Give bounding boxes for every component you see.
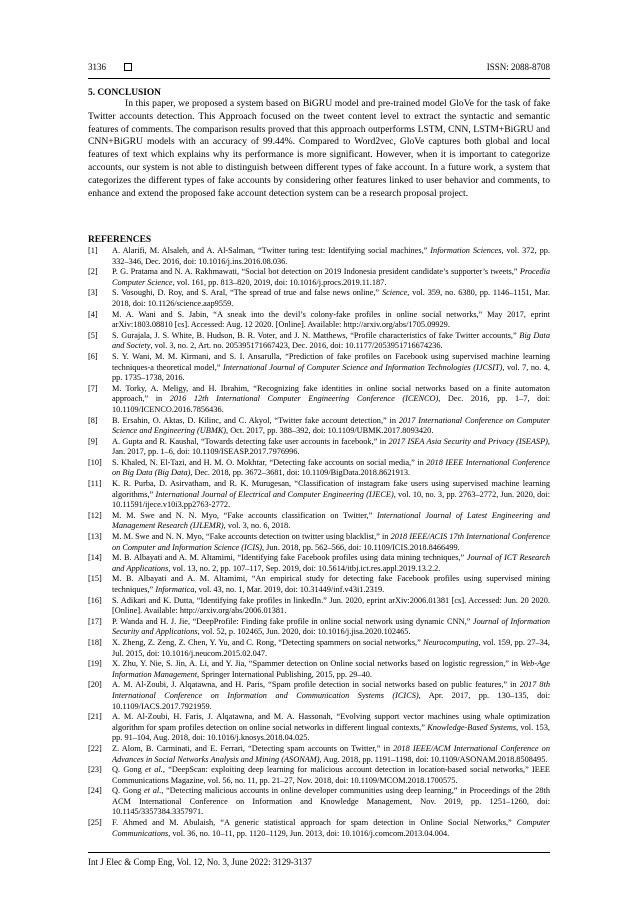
reference-item [88,553,550,574]
reference-text: M. B. Albayati and A. M. Altamimi, “Identifying fake Facebook profiles using data mining techniques,” [112,553,467,563]
reference-text: M. M. Swe and N. N. Myo, “Fake accounts detection on twitter using blacklist,” in [112,532,391,542]
reference-item [88,310,550,331]
reference-details: , vol. 43, no. 1, Mar. 2019, doi: 10.31449/inf.v43i1.2319. [194,585,385,594]
header-rule [88,78,550,79]
reference-item [88,331,550,352]
reference-number: [10] [88,457,102,467]
reference-details: , Dec. 2016, pp. 1–7, doi: 10.1109/ICENCO.2016.7856436. [112,394,551,414]
reference-text: S. Khaled, N. El-Tazi, and H. M. O. Mokhtar, “Detecting fake accounts on social media,” in [112,457,427,467]
reference-venue: Neurocomputing [423,637,479,647]
reference-details: , vol. 3, no. 2, Art. no. 205395171667423, Dec. 2016, doi: 10.1177/2053951716674236. [150,341,443,351]
reference-text: S. Y. Wani, M. M. Kirmani, and S. I. Ansarulla, “Prediction of fake profiles on Facebook using supervised machine learning techniques-a theoretical model,” [112,351,550,372]
reference-item [88,596,550,617]
reference-number: [24] [88,786,102,796]
reference-item [88,384,550,416]
reference-text: M. Torky, A. Meligy, and H. Ibrahim, “Recognizing fake identities in online social networks based on a finite automaton approach,” in [112,383,550,404]
reference-venue: Science [381,288,408,298]
reference-venue: Big Data and Society [112,330,550,351]
reference-details: , vol. 161, pp. 813–820, 2019, doi: 10.1016/j.procs.2019.11.187. [172,277,387,287]
references-heading: REFERENCES [88,235,152,245]
reference-item [88,458,550,479]
reference-text: S. Adikari and K. Dutta, “Identifying fake profiles in linkedIn.” Jun. 2020, eprint arXiv:2006.01381 [cs]. Accessed: Jun. 20 2020. [Online]. Available: http://arxiv.org/abs/2006.01381. [112,595,550,616]
reference-number: [20] [88,680,102,690]
reference-item [88,574,550,595]
reference-venue: International Journal of Computer Science and Information Technologies (IJCSIT) [223,362,503,372]
reference-venue: et al. [144,786,162,796]
reference-venue: Journal of Information Security and Applications [112,616,551,637]
reference-text: A. M. Al-Zoubi, J. Alqatawna, and H. Paris, “Spam profile detection in social networks based on public features,” in [112,680,520,690]
reference-venue: et al. [145,765,163,775]
reference-details: , vol. 52, p. 102465, Jun. 2020, doi: 10.1016/j.jisa.2020.102465. [197,627,411,637]
reference-number: [11] [88,479,102,489]
reference-venue: Computer Communications [112,818,550,838]
reference-item [88,818,550,839]
reference-item [88,786,550,818]
reference-details: , vol. 359, no. 6380, pp. 1146–1151, Mar. 2018, doi: 10.1126/science.aap9559. [112,288,550,308]
reference-details: , Springer International Publishing, 2015, pp. 29–40. [197,669,372,679]
reference-text: M. M. Swe and N. N. Myo, “Fake accounts classification on Twitter,” [112,510,377,520]
reference-details: , vol. 153, pp. 91–104, Aug. 2018, doi: 10.1016/j.knosys.2018.04.025. [112,722,550,743]
reference-details: , Aug. 2018, pp. 1191–1198, doi: 10.1109/ASONAM.2018.8508495. [319,754,548,764]
reference-details: , vol. 10, no. 3, pp. 2763–2772, Jun. 2020, doi: 10.11591/ijece.v10i3.pp2763-2772. [112,489,551,510]
reference-item [88,617,550,638]
reference-number: [16] [88,595,102,605]
reference-item [88,352,550,384]
reference-text: B. Ersahin, O. Aktas, D. Kilinc, and C. Akyol, “Twitter fake account detection,” in [112,415,399,425]
reference-text: A. Gupta and R. Kaushal, “Towards detecting fake user accounts in facebook,” in [112,436,389,446]
conclusion-heading: 5. CONCLUSION [88,88,161,98]
reference-text: Q. Gong [112,765,146,775]
reference-item [88,638,550,659]
reference-venue: Knowledge-Based Systems [427,722,517,732]
reference-venue: 2018 IEEE/ACM International Conference on Advances in Social Networks Analysis and Mining (ASONAM) [112,743,550,764]
reference-number: [14] [88,553,102,563]
reference-number: [13] [88,532,102,542]
reference-number: [25] [88,818,102,828]
reference-details: , Jan. 2017, pp. 1–6, doi: 10.1109/ISEASP.2017.7976996. [112,436,550,457]
reference-item [88,765,550,786]
reference-number: [8] [88,415,98,425]
reference-venue: International Journal of Latest Engineering and Management Research (IJLEMR) [112,510,551,531]
reference-number: [17] [88,616,102,626]
reference-text: A. M. Al-Zoubi, H. Faris, J. Alqatawna, and M. A. Hassonah, “Evolving support vector machines using whale optimization algorithm for spam profiles detection on online social networks in different lingual contexts,” [112,712,550,732]
checkbox-square-icon [124,63,132,71]
reference-venue: 2017 International Conference on Computer Science and Engineering (UBMK) [112,415,550,436]
reference-item [88,532,550,553]
reference-number: [5] [88,330,98,340]
reference-details: , vol. 159, pp. 27–34, Jul. 2015, doi: 10.1016/j.neucom.2015.02.047. [112,637,550,658]
reference-text: A. Alarifi, M. Alsaleh, and A. Al-Salman, “Twitter turing test: Identifying social machines,” [112,246,431,255]
reference-details: , vol. 36, no. 10–11, pp. 1120–1129, Jun. 2013, doi: 10.1016/j.comcom.2013.04.004. [168,828,450,838]
references-list [88,246,550,839]
reference-details: , Oct. 2017, pp. 388–392, doi: 10.1109/UBMK.2017.8093420. [226,426,434,436]
reference-venue: 2018 IEEE International Conference on Big Data (Big Data) [112,457,551,478]
reference-venue: 2017 8th International Conference on Information and Communication Systems (ICICS) [112,680,550,700]
reference-item [88,246,550,267]
reference-number: [6] [88,351,98,361]
reference-details: , Apr. 2017, pp. 130–135, doi: 10.1109/IACS.2017.7921959. [112,690,550,711]
reference-details: , vol. 7, no. 4, pp. 1735–1738, 2016. [112,362,550,383]
reference-venue: 2018 IEEE/ACIS 17th International Conference on Computer and Information Science (ICIS) [112,532,550,552]
reference-item [88,288,550,309]
reference-text: F. Ahmed and M. Abulaish, “A generic statistical approach for spam detection in Online Social Networks,” [112,818,517,828]
reference-number: [9] [88,436,98,446]
reference-number: [1] [88,246,98,255]
reference-item [88,659,550,680]
running-footer: Int J Elec & Comp Eng, Vol. 12, No. 3, June 2022: 3129-3137 [88,857,312,867]
reference-venue: International Journal of Electrical and Computer Engineering (IJECE) [155,489,394,499]
reference-text: K. R. Purba, D. Asirvatham, and R. K. Murugesan, “Classification of instagram fake users using supervised machine learning algorithms,” [112,479,550,499]
reference-venue: Procedia Computer Science [112,267,550,287]
reference-venue: Information Sciences [430,246,502,255]
reference-details: , “DeepScan: exploiting deep learning for malicious account detection in location-based social networks,” IEEE Communications Magazine, vol. 56, no. 11, pp. 21–27, Nov. 2018, doi: 10.1109/MCOM.2018.1700575. [112,765,551,785]
reference-item [88,416,550,437]
reference-details: , vol. 372, pp. 332–346, Dec. 2016, doi: 10.1016/j.ins.2016.08.036. [112,246,550,266]
reference-number: [19] [88,659,102,669]
reference-number: [2] [88,267,98,277]
reference-text: Z. Alom, B. Carminati, and E. Ferrari, “Detecting spam accounts on Twitter,” in [112,743,394,753]
conclusion-paragraph: In this paper, we proposed a system based on BiGRU model and pre-trained model GloVe for the task of fake Twitter accounts detection. This Approach focused on the tweet content level to extract the syntactic and semantic features of comments. The comparison results proved that this approach outperforms LSTM, CNN, LSTM+BiGRU and CNN+BiGRU models with an accuracy of 99.44%. Compared to Word2vec, GloVe captures both global and local features of text which explains why its performance is more significant. However, when it is important to categorize accounts, our system is not able to distinguish between different types of fake account. In a future work, a system that categorizes the different types of fake accounts by considering other features linked to user behavior and comments, to enhance and extend the proposed fake account detection system can be a research proposal project. [88,98,550,199]
reference-number: [4] [88,309,98,319]
reference-item [88,744,550,765]
reference-number: [7] [88,383,98,393]
reference-number: [3] [88,288,98,298]
reference-text: S. Vosoughi, D. Roy, and S. Aral, “The spread of true and false news online,” [112,288,382,298]
reference-details: , Jun. 2018, pp. 562–566, doi: 10.1109/ICIS.2018.8466499. [262,542,460,552]
reference-text: X. Zhu, Y. Nie, S. Jin, A. Li, and Y. Jia, “Spammer detection on Online social networks based on logistic regression,” in [112,659,521,669]
page-number: 3136 [88,62,106,72]
reference-details: , vol. 13, no. 2, pp. 107–117, Sep. 2019, doi: 10.5614/itbj.ict.res.appl.2019.13.2.2. [168,563,441,573]
reference-venue: Web-Age Information Management [112,659,550,679]
issn: ISSN: 2088-8708 [486,62,550,72]
reference-number: [23] [88,765,102,775]
reference-item [88,267,550,288]
reference-text: X. Zheng, Z. Zeng, Z. Chen, Y. Yu, and C. Rong, “Detecting spammers on social networks,” [112,637,424,647]
reference-number: [21] [88,712,102,722]
footer-rule [88,852,550,853]
reference-venue: 2017 ISEA Asia Security and Privacy (ISEASP) [388,436,548,446]
reference-number: [18] [88,637,102,647]
reference-number: [22] [88,743,102,753]
reference-item [88,511,550,532]
reference-text: P. G. Pratama and N. A. Rakhmawati, “Social bot detection on 2019 Indonesia president candidate’s supporter’s tweets,” [112,267,520,277]
reference-text: Q. Gong [112,786,145,796]
reference-number: [15] [88,574,102,584]
reference-item [88,712,550,744]
reference-details: , vol. 3, no. 6, 2018. [223,521,291,531]
reference-venue: Informatica [155,585,195,594]
reference-item [88,680,550,712]
reference-details: , Dec. 2018, pp. 3672–3681, doi: 10.1109/BigData.2018.8621913. [190,468,411,478]
reference-number: [12] [88,510,102,520]
reference-text: M. B. Albayati and A. M. Altamimi, “An empirical study for detecting fake Facebook profiles using supervised mining techniques,” [112,574,550,594]
reference-item [88,479,550,511]
reference-text: M. A. Wani and S. Jabin, “A sneak into the devil’s colony-fake profiles in online social networks,” May 2017, eprint arXiv:1803.08810 [cs]. Accessed: Aug. 12 2020. [Online]. Available: http://arxiv.org/abs/1705.09929. [112,309,550,330]
running-header [88,62,550,76]
reference-text: P. Wanda and H. J. Jie, “DeepProfile: Finding fake profile in online social network using dynamic CNN,” [112,616,473,626]
reference-text: S. Gurajala, J. S. White, B. Hudson, B. R. Voter, and J. N. Matthews, “Profile characteristics of fake Twitter accounts,” [112,330,520,340]
reference-venue: 2016 12th International Computer Engineering Conference (ICENCO) [169,394,439,404]
reference-venue: Journal of ICT Research and Applications [112,553,551,573]
reference-details: , “Detecting malicious accounts in online developer communities using deep learning,” in Proceedings of the 28th ACM International Conference on Information and Knowledge Management, Nov. 2019, pp. 1251–1260, doi: 10.1145/3357384.3357971. [112,786,551,817]
reference-item [88,437,550,458]
